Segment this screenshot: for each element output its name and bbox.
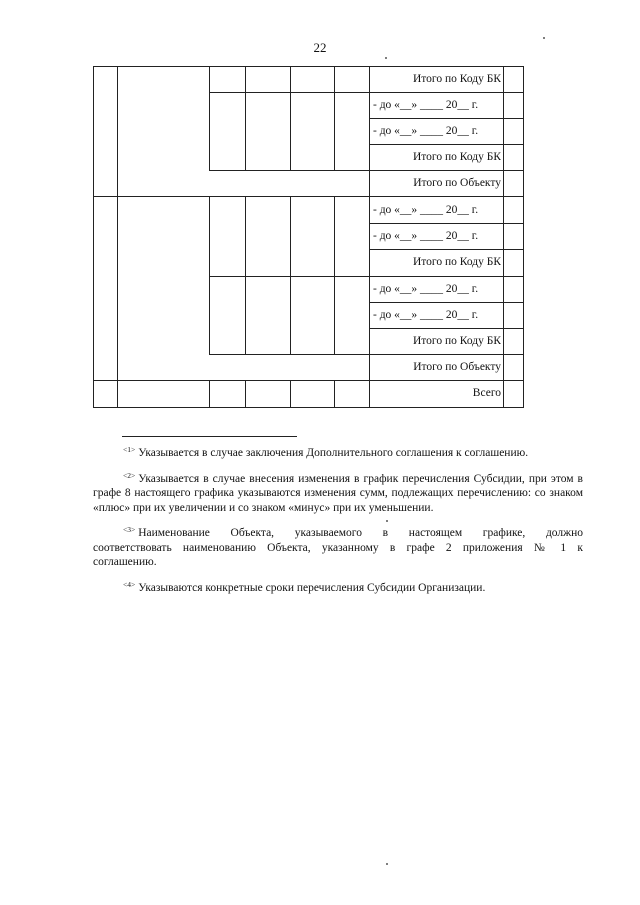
row-label-grand-total: Всего bbox=[472, 387, 501, 399]
row-label-total: Итого по Коду БК bbox=[412, 73, 501, 85]
row-label-date: - до «__» ____ 20__ г. bbox=[373, 125, 479, 137]
footnote-mark: <1> bbox=[123, 445, 136, 454]
row-label-total: Итого по Коду БК bbox=[412, 151, 501, 163]
row-label-total: Итого по Объекту bbox=[413, 361, 501, 373]
payment-schedule-table bbox=[0, 66, 640, 416]
table-grid bbox=[0, 66, 640, 416]
footnote-3 bbox=[93, 523, 583, 570]
row-label-total: Итого по Коду БК bbox=[412, 335, 501, 347]
footnote-1 bbox=[93, 443, 583, 461]
row-label-total: Итого по Объекту bbox=[413, 177, 501, 189]
footnote-text: Указывается в случае заключения Дополнительного соглашения к соглашению. bbox=[138, 447, 529, 459]
row-label-date: - до «__» ____ 20__ г. bbox=[373, 309, 479, 321]
scan-speck bbox=[543, 37, 545, 39]
page-number: 22 bbox=[313, 40, 327, 55]
footnote-separator bbox=[122, 436, 297, 437]
row-label-date: - до «__» ____ 20__ г. bbox=[373, 283, 479, 295]
footnote-text: Указывается в случае внесения изменения в график перечисления Субсидии, при этом в графе 8 настоящего графика указываются изменения сумм, подлежащих перечислению: со знаком «плюс» при их увеличении и со знаком «минус» при их уменьшении. bbox=[93, 472, 583, 514]
footnote-mark: <2> bbox=[123, 470, 136, 480]
scan-speck bbox=[385, 57, 387, 59]
footnote-text: Наименование Объекта, указываемого в настоящем графике, должно соответствовать наименованию Объекта, указанному в графе 2 приложения № 1 к соглашению. bbox=[93, 527, 583, 568]
footnotes bbox=[93, 443, 583, 603]
footnote-2 bbox=[93, 469, 583, 516]
footnote-mark: <4> bbox=[123, 579, 136, 589]
footnote-4 bbox=[93, 578, 583, 596]
row-label-date: - до «__» ____ 20__ г. bbox=[373, 204, 479, 216]
row-label-date: - до «__» ____ 20__ г. bbox=[373, 99, 479, 111]
footnote-mark: <3> bbox=[123, 525, 136, 534]
row-label-date: - до «__» ____ 20__ г. bbox=[373, 230, 479, 242]
footnote-text: Указываются конкретные сроки перечисления Субсидии Организации. bbox=[138, 581, 486, 594]
scan-speck bbox=[386, 863, 388, 865]
row-label-total: Итого по Коду БК bbox=[412, 256, 501, 268]
